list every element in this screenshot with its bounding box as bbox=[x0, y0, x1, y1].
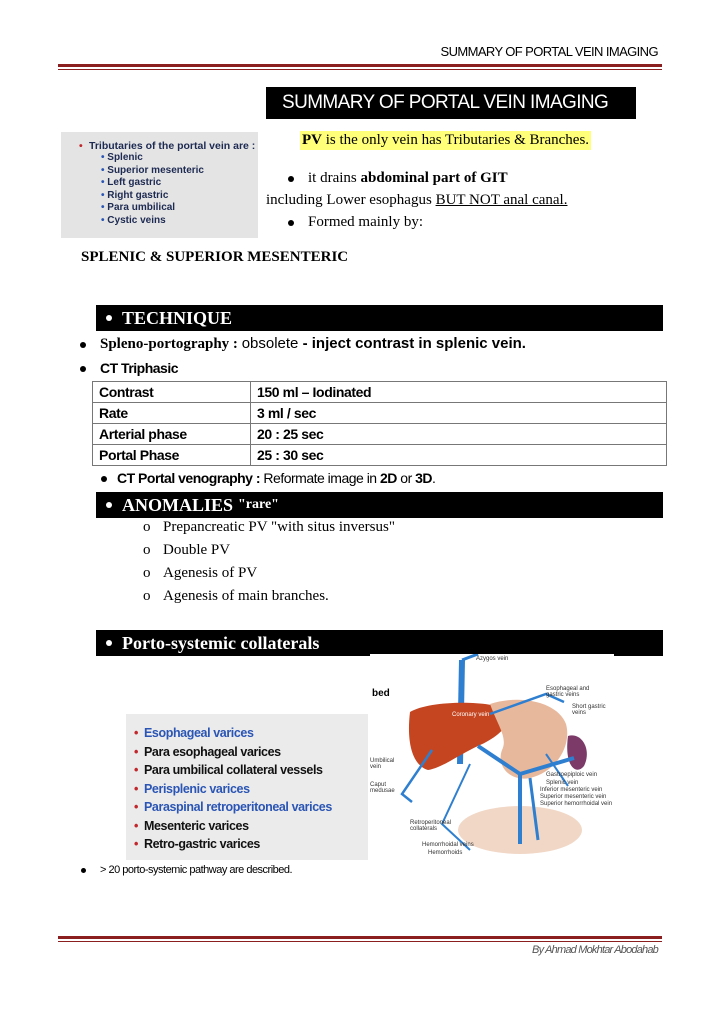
list-item: • Superior mesenteric bbox=[101, 164, 204, 176]
anatomy-label: veins bbox=[572, 710, 587, 716]
table-row: Rate 3 ml / sec bbox=[93, 403, 667, 424]
list-item: • Paraspinal retroperitoneal varices bbox=[134, 800, 332, 814]
list-item: o Agenesis of PV bbox=[143, 565, 258, 581]
portal-anatomy-figure bbox=[370, 654, 614, 860]
including-line: including Lower esophagus BUT NOT anal canal. bbox=[266, 192, 568, 208]
table-row: Arterial phase 20 : 25 sec bbox=[93, 424, 667, 445]
list-item: • Para umbilical bbox=[101, 202, 176, 213]
ct-portal-line: CT Portal venography : Reformate image in 2D or 3D. bbox=[101, 470, 435, 486]
list-item: o Prepancreatic PV "with situs inversus" bbox=[143, 519, 395, 535]
anatomy-label: Hemorrhoidal veins bbox=[422, 842, 474, 848]
header-rule-thin bbox=[58, 69, 662, 70]
list-item: • Cystic veins bbox=[101, 214, 166, 226]
pv-highlight: PV is the only vein has Tributaries & Branches. bbox=[302, 132, 590, 148]
list-item: • Perisplenic varices bbox=[134, 781, 250, 796]
ct-triphasic-line: CT Triphasic bbox=[80, 360, 178, 376]
list-item: • Splenic bbox=[101, 152, 143, 163]
anatomy-label: Hemorrhoids bbox=[428, 850, 463, 856]
anatomy-label: vein bbox=[370, 764, 382, 770]
anatomy-label: Superior hemorrhoidal vein bbox=[540, 801, 613, 807]
footer-rule bbox=[58, 936, 662, 939]
list-item: • Para umbilical collateral vessels bbox=[134, 763, 323, 777]
tributaries-image bbox=[61, 132, 258, 238]
running-title: SUMMARY OF PORTAL VEIN IMAGING bbox=[440, 44, 658, 59]
list-item: o Double PV bbox=[143, 542, 231, 558]
collaterals-heading: Porto-systemic collaterals bbox=[96, 630, 663, 656]
anatomy-label: medusae bbox=[370, 788, 395, 794]
list-item: • Mesenteric varices bbox=[134, 818, 249, 833]
splenic-sm-text: SPLENIC & SUPERIOR MESENTERIC bbox=[81, 249, 349, 265]
list-item: • Right gastric bbox=[101, 189, 169, 201]
anatomy-label: Azygos vein bbox=[476, 656, 509, 662]
footer-author: By Ahmad Mokhtar Abodahab bbox=[532, 944, 658, 956]
anatomy-label: collaterals bbox=[410, 826, 438, 832]
anatomy-label: Gastroepiploic vein bbox=[546, 772, 598, 778]
anatomy-label: Retroperitoneal bbox=[410, 820, 452, 826]
table-row: Portal Phase 25 : 30 sec bbox=[93, 445, 667, 466]
anatomy-label: Inferior mesenteric vein bbox=[540, 787, 603, 793]
footer-rule-thin bbox=[58, 941, 662, 942]
anatomy-illustration bbox=[370, 654, 614, 860]
list-item: • Esophageal varices bbox=[134, 726, 254, 740]
collaterals-note: > 20 porto-systemic pathway are described. bbox=[81, 864, 292, 876]
anatomy-label: Caput bbox=[370, 782, 387, 788]
tributaries-heading: • Tributaries of the portal vein are : bbox=[79, 140, 256, 152]
technique-heading: TECHNIQUE bbox=[96, 305, 663, 331]
technique-table bbox=[92, 381, 667, 466]
anatomy-label: Splenic vein bbox=[546, 780, 579, 786]
header-rule bbox=[58, 64, 662, 67]
collaterals-image bbox=[126, 714, 368, 860]
cropped-text: bed bbox=[372, 688, 390, 699]
spleno-portography-line: Spleno-portography : obsolete - inject contrast in splenic vein. bbox=[80, 335, 526, 353]
drains-line: it drains abdominal part of GIT bbox=[288, 170, 508, 187]
collaterals-list bbox=[134, 724, 332, 854]
anatomy-label: Umbilical bbox=[370, 758, 395, 764]
anatomy-label: Short gastric bbox=[572, 704, 606, 710]
anatomy-label: Superior mesenteric vein bbox=[540, 794, 607, 800]
page-title: SUMMARY OF PORTAL VEIN IMAGING bbox=[266, 87, 636, 119]
anatomy-label: Coronary vein bbox=[452, 712, 490, 718]
list-item: o Agenesis of main branches. bbox=[143, 588, 329, 604]
table-row: Contrast 150 ml – Iodinated bbox=[93, 382, 667, 403]
formed-line: Formed mainly by: bbox=[288, 214, 423, 231]
list-item: • Para esophageal varices bbox=[134, 744, 281, 759]
list-item: • Retro-gastric varices bbox=[134, 837, 260, 851]
anomalies-heading: ANOMALIES "rare" bbox=[96, 492, 663, 518]
list-item: • Left gastric bbox=[101, 177, 162, 188]
tributaries-list bbox=[101, 152, 204, 227]
anatomy-label: gastric veins bbox=[546, 692, 580, 698]
anomalies-list bbox=[143, 516, 395, 608]
anatomy-label: Esophageal and bbox=[546, 686, 590, 692]
